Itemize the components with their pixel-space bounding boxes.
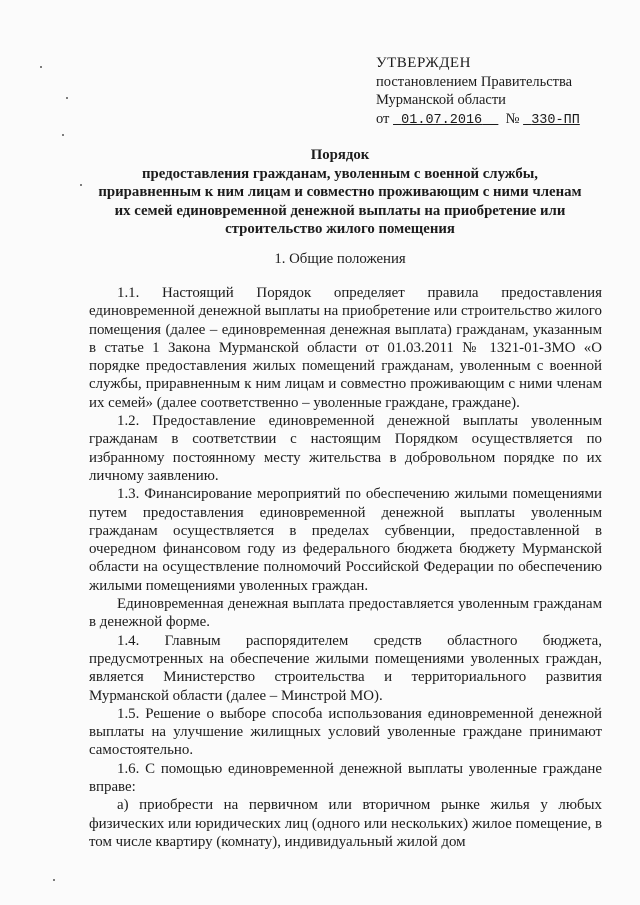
- paragraph-1-1: 1.1. Настоящий Порядок определяет правила предоставления единовременной денежной выплаты на приобретение или строительство жилого помещения (далее – единовременная денежная выплата) гражданам, указанным в статье 1 Закона Мурманской области от 01.03.2011 № 1321-01-ЗМО «О порядке предоставления жилых помещений гражданам, уволенным с военной службы, приравненным к ним лицам и совместно проживающим с ними членам их семей» (далее соответственно – уволенные граждане, граждане).: [89, 285, 602, 411]
- approval-date-line: [376, 110, 580, 131]
- paragraph-1-3: 1.3. Финансирование мероприятий по обеспечению жилыми помещениями путем предоставления единовременной денежной выплаты уволенным гражданам осуществляется в пределах субвенции, предоставленной в очередном финансовом году из федерального бюджета бюджету Мурманской области на осуществление полномочий Российской Федерации по обеспечению жилыми помещениями уволенных граждан.: [89, 486, 602, 594]
- approval-date: 01.07.2016: [401, 112, 483, 128]
- approval-line-1: постановлением Правительства: [376, 73, 573, 90]
- paragraph-1-2: 1.2. Предоставление единовременной денежной выплаты уволенным гражданам в соответствии с настоящим Порядком осуществляется по избранному постоянному месту жительства в добровольном порядке по их личному заявлению.: [89, 413, 602, 484]
- scan-speck: [40, 66, 42, 68]
- approval-number: 330-ПП: [531, 112, 580, 128]
- paragraph-1-4: 1.4. Главным распорядителем средств областного бюджета, предусмотренных на обеспечение жилыми помещениями уволенных граждан, является Министерство строительства и территориального развития Мурманской области (далее – Минстрой МО).: [89, 632, 602, 704]
- number-prefix: №: [505, 110, 520, 127]
- title-line-1: Порядок: [310, 147, 370, 163]
- date-prefix: от: [376, 110, 390, 127]
- scan-speck: [62, 134, 64, 136]
- document-title: [60, 146, 620, 239]
- title-line-3: приравненным к ним лицам и совместно проживающим с ними членам: [98, 184, 582, 201]
- paragraph-1-6: 1.6. С помощью единовременной денежной выплаты уволенные граждане вправе:: [89, 760, 602, 796]
- title-line-5: строительство жилого помещения: [225, 221, 455, 238]
- approval-block: [376, 54, 580, 130]
- title-line-2: предоставления гражданам, уволенным с военной службы,: [141, 165, 538, 182]
- scan-speck: [66, 97, 68, 99]
- paragraph-1-6-a: а) приобрести на первичном или вторичном рынке жилья у любых физических или юридических лиц (одного или нескольких) жилое помещение, в том числе квартиру (комнату), индивидуальный жилой дом: [89, 797, 602, 850]
- section-heading: 1. Общие положения: [274, 251, 406, 267]
- scan-speck: [80, 184, 82, 186]
- document-body: [89, 284, 602, 851]
- approval-line-2: Мурманской области: [376, 92, 506, 108]
- scan-speck: [53, 879, 55, 881]
- paragraph-1-5: 1.5. Решение о выборе способа использования единовременной денежной выплаты на улучшение жилищных условий уволенные граждане принимают самостоятельно.: [89, 705, 602, 759]
- paragraph-1-3-cont: Единовременная денежная выплата предоставляется уволенным гражданам в денежной форме.: [89, 596, 602, 631]
- approval-heading: УТВЕРЖДЕН: [376, 55, 471, 71]
- title-line-4: их семей единовременной денежной выплаты на приобретение или: [114, 202, 566, 219]
